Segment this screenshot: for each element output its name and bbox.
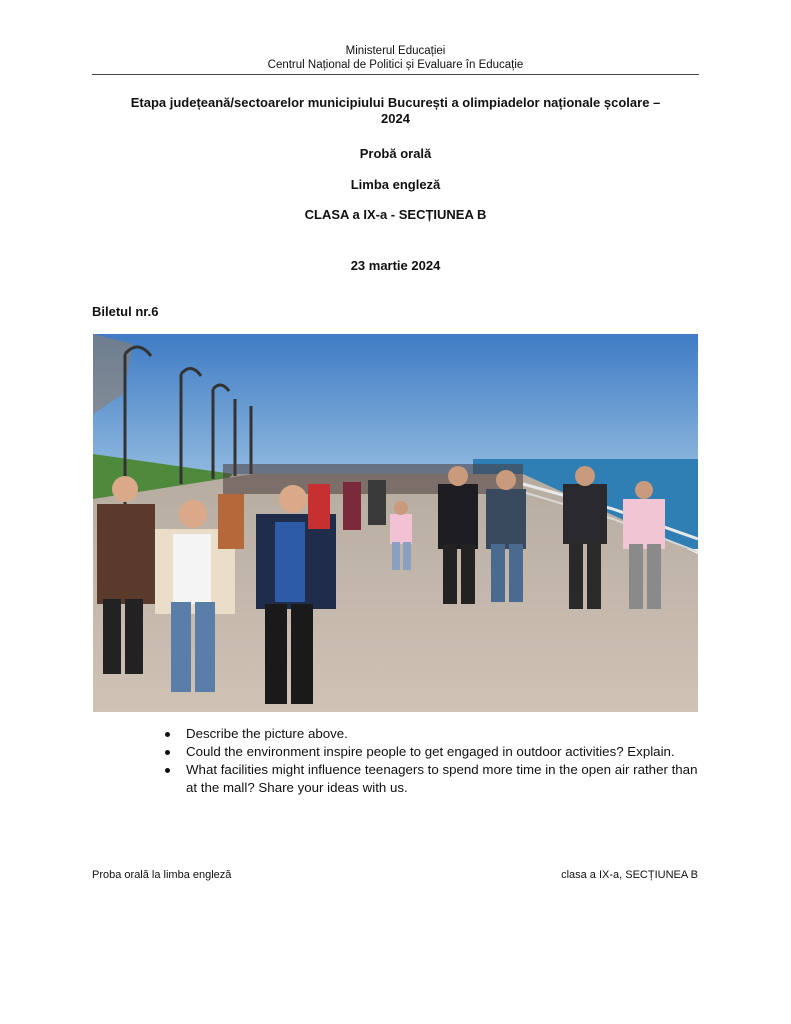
center-name: Centrul Național de Politici și Evaluare în Educație — [267, 59, 524, 71]
footer-right: clasa a IX-a, SECȚIUNEA B — [561, 869, 698, 881]
exam-date: 23 martie 2024 — [350, 258, 441, 273]
subject: Limba engleză — [350, 177, 441, 192]
competition-title — [92, 95, 699, 127]
competition-title-line2: 2024 — [381, 111, 410, 126]
header-divider — [92, 74, 699, 75]
class-section: CLASA a IX-a - SECȚIUNEA B — [304, 207, 487, 222]
task-item — [165, 743, 705, 761]
task-item — [165, 725, 705, 743]
exam-type: Probă orală — [359, 146, 432, 161]
task-item — [165, 761, 705, 797]
task-text: Describe the picture above. — [186, 726, 348, 741]
bullet-icon — [165, 768, 170, 773]
task-text: Could the environment inspire people to get engaged in outdoor activities? Explain. — [186, 744, 675, 759]
task-text: What facilities might influence teenagers to spend more time in the open air rather than at the mall? Share your ideas with us. — [186, 762, 698, 795]
task-list — [165, 725, 705, 797]
document-header — [92, 44, 699, 72]
ticket-number: Biletul nr.6 — [92, 304, 159, 319]
promenade-photo — [93, 334, 698, 712]
footer-left: Proba orală la limba engleză — [92, 869, 232, 881]
bullet-icon — [165, 732, 170, 737]
ministry-name: Ministerul Educației — [345, 45, 446, 57]
competition-title-line1: Etapa județeană/sectoarelor municipiului București a olimpiadelor naționale școlare – — [130, 95, 661, 110]
bullet-icon — [165, 750, 170, 755]
